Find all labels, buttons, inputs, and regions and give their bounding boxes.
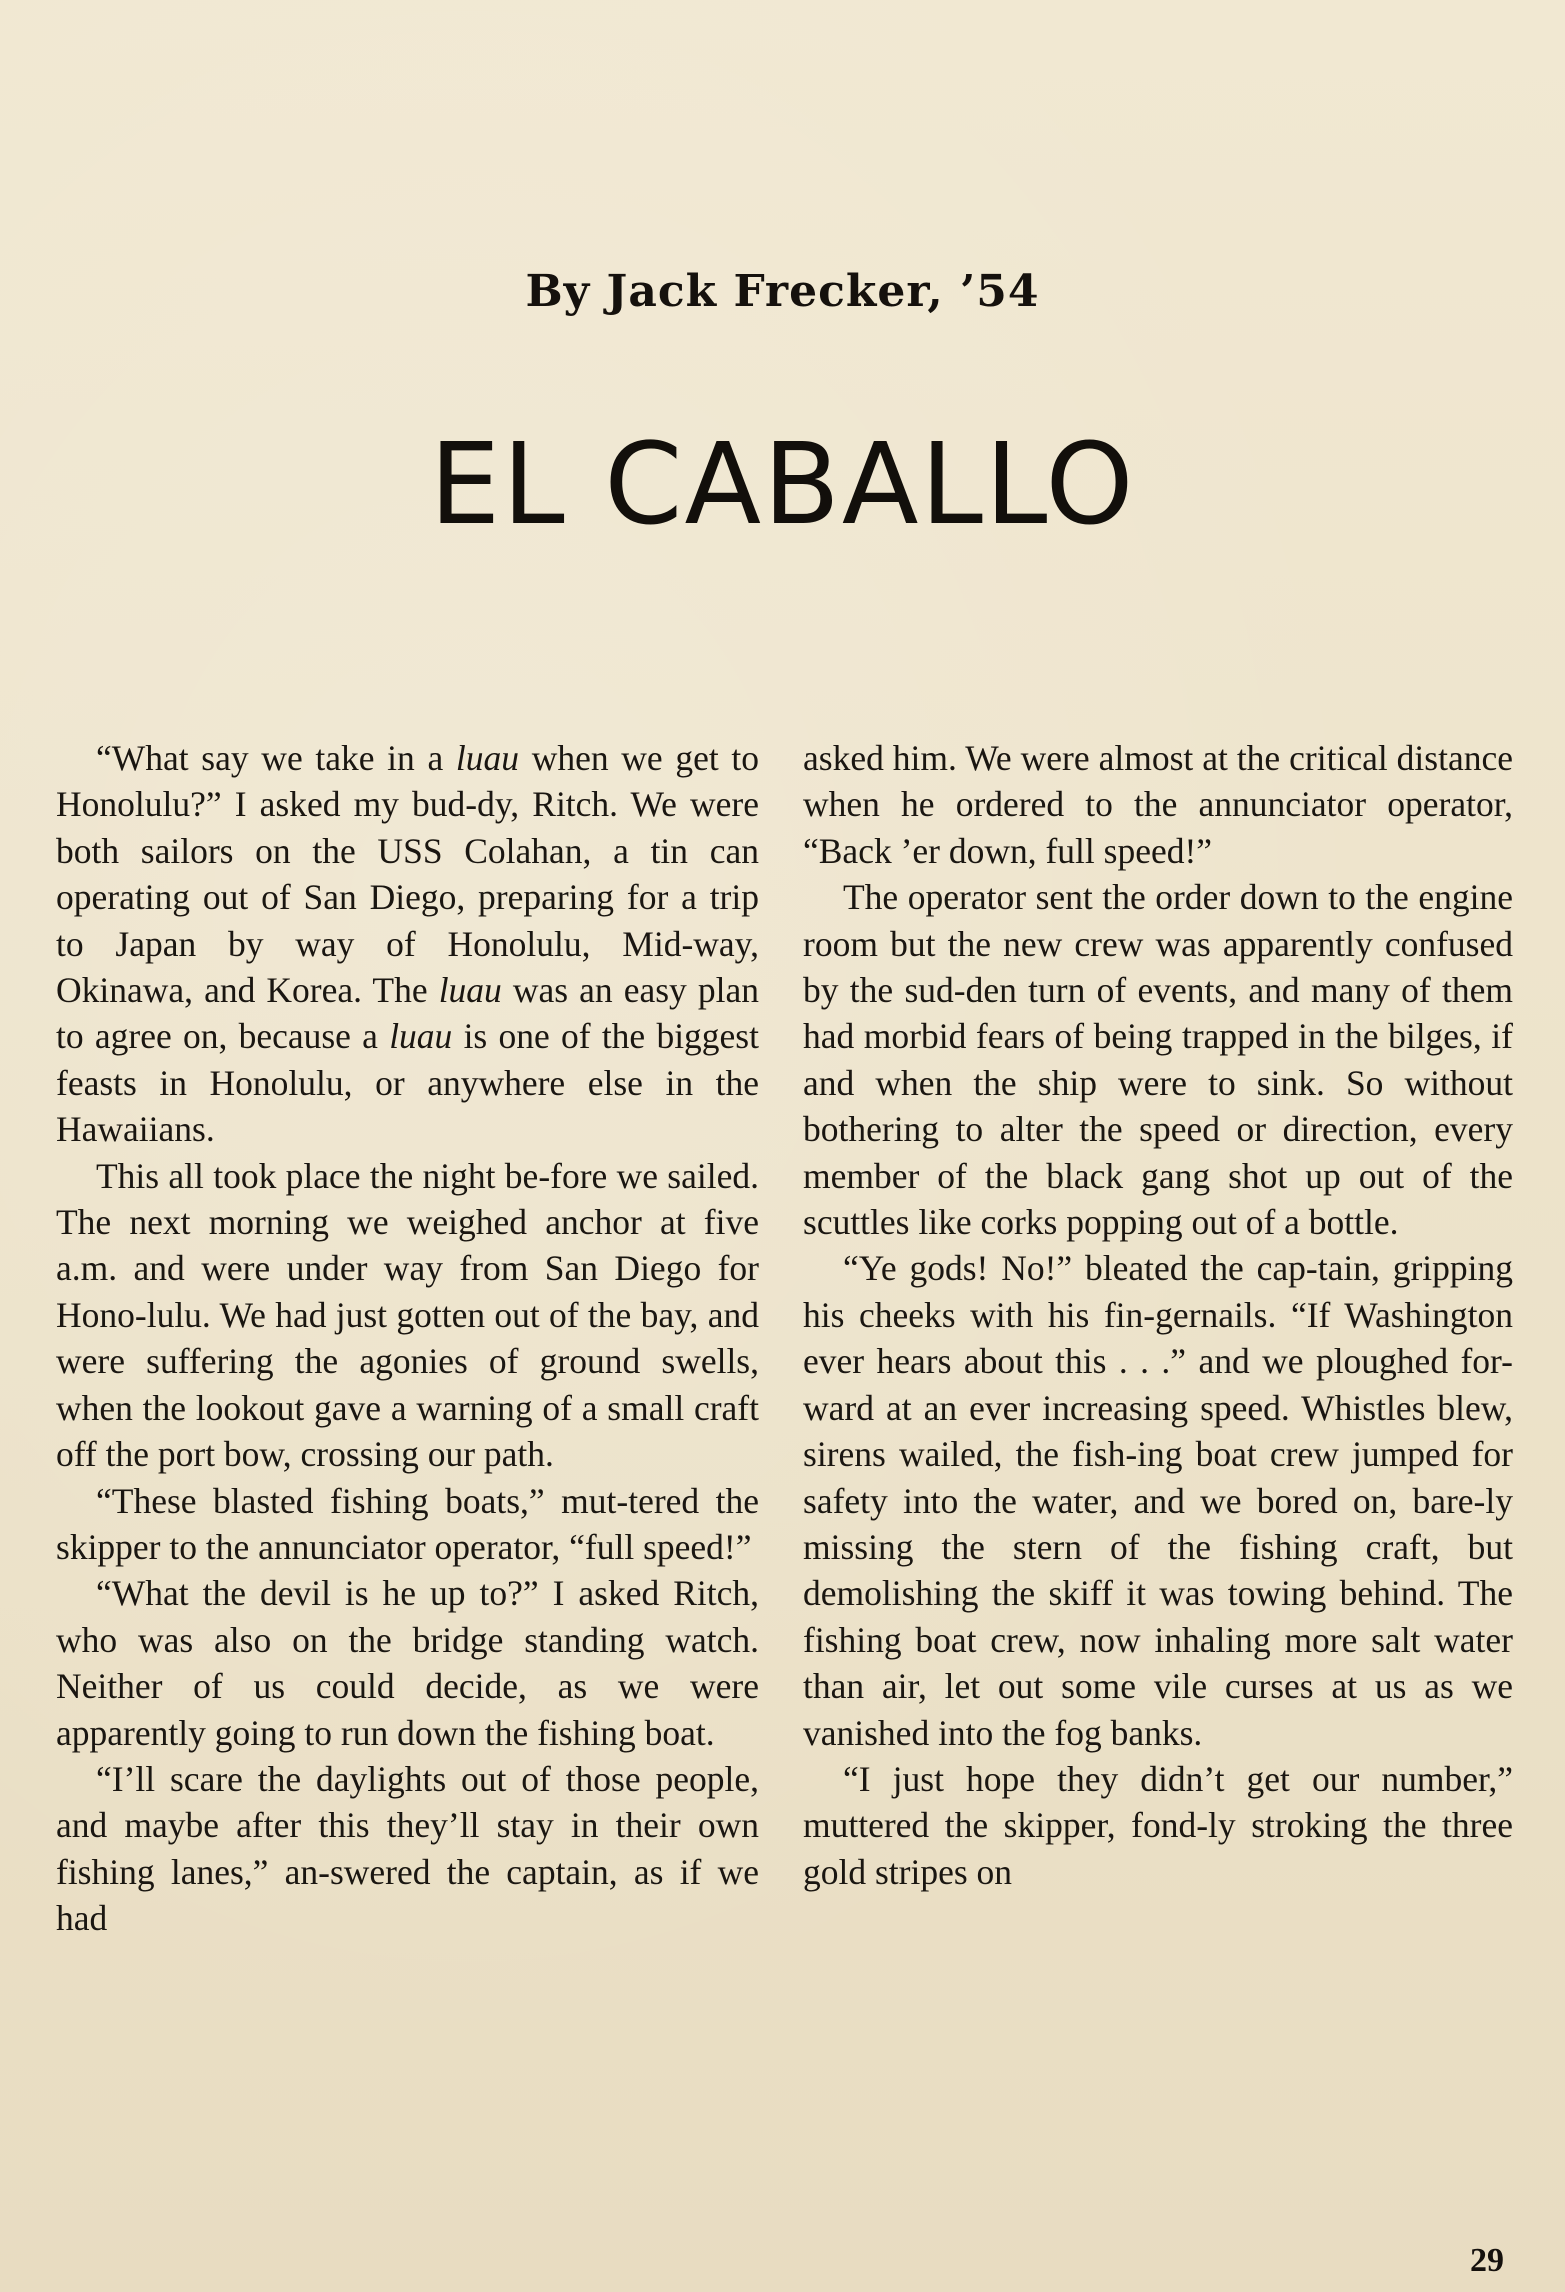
paragraph	[803, 1756, 1513, 1895]
text-run: asked him. We were almost at the critical distance when he ordered to the annunciator operator, “Back ’er down, full speed!”	[803, 738, 1513, 871]
paragraph	[803, 874, 1513, 1245]
text-run: “These blasted fishing boats,” mut-tered the skipper to the annunciator operator, “full speed!”	[56, 1480, 759, 1567]
text-run: This all took place the night be-fore we sailed. The next morning we weighed anchor at five a.m. and were under way from San Diego for Hono-lulu. We had just gotten out of the bay, and were suffering the agonies of ground swells, when the lookout gave a warning of a small craft off the port bow, crossing our path.	[56, 1155, 759, 1475]
italic-term: luau	[455, 738, 520, 778]
text-run: when we get to Honolulu?” I asked my bud-dy, Ritch. We were both sailors on the USS Colahan, a tin can operating out of San Diego, preparing for a trip to Japan by way of Honolulu, Mid-way, Okinawa, and Korea. The	[56, 738, 759, 1011]
byline: By Jack Frecker, ’54	[525, 266, 1040, 317]
paragraph	[56, 735, 759, 1153]
paragraph	[56, 1153, 759, 1478]
article-title: EL CABALLO	[429, 420, 1136, 550]
right-column	[803, 735, 1513, 1895]
text-run: was an easy plan to agree on, because a	[56, 970, 759, 1057]
text-run: “What say we take in a	[96, 738, 456, 778]
left-column	[56, 735, 759, 1942]
paragraph	[803, 1245, 1513, 1755]
text-run: The operator sent the order down to the engine room but the new crew was apparently confused by the sud-den turn of events, and many of them had morbid fears of being trapped in the bilges, if and when the ship were to sink. So without bothering to alter the speed or direction, every member of the black gang shot up out of the scuttles like corks popping out of a bottle.	[803, 877, 1513, 1243]
text-run: is one of the biggest feasts in Honolulu, or anywhere else in the Hawaiians.	[56, 1016, 759, 1150]
italic-term: luau	[438, 970, 502, 1011]
text-run: “I just hope they didn’t get our number,” muttered the skipper, fond-ly stroking the three gold stripes on	[803, 1758, 1513, 1892]
paragraph	[56, 1478, 759, 1571]
paragraph	[56, 1756, 759, 1942]
paragraph	[56, 1570, 759, 1756]
paragraph-continued	[803, 735, 1513, 874]
text-run: “I’ll scare the daylights out of those people, and maybe after this they’ll stay in their own fishing lanes,” an-swered the captain, as if we had	[56, 1758, 759, 1939]
text-run: “Ye gods! No!” bleated the cap-tain, gripping his cheeks with his fin-gernails. “If Washington ever hears about this . . .” and we ploughed for-ward at an ever increasing speed. Whistles blew, sirens wailed, the fish-ing boat crew jumped for safety into the water, and we bored on, bare-ly missing the stern of the fishing craft, but demolishing the skiff it was towing behind. The fishing boat crew, now inhaling more salt water than air, let out some vile curses at us as we vanished into the fog banks.	[803, 1248, 1513, 1753]
text-run: “What the devil is he up to?” I asked Ritch, who was also on the bridge standing watch. Neither of us could decide, as we were apparently going to run down the fishing boat.	[56, 1573, 759, 1753]
page-number: 29	[1470, 2242, 1504, 2279]
italic-term: luau	[389, 1016, 453, 1057]
